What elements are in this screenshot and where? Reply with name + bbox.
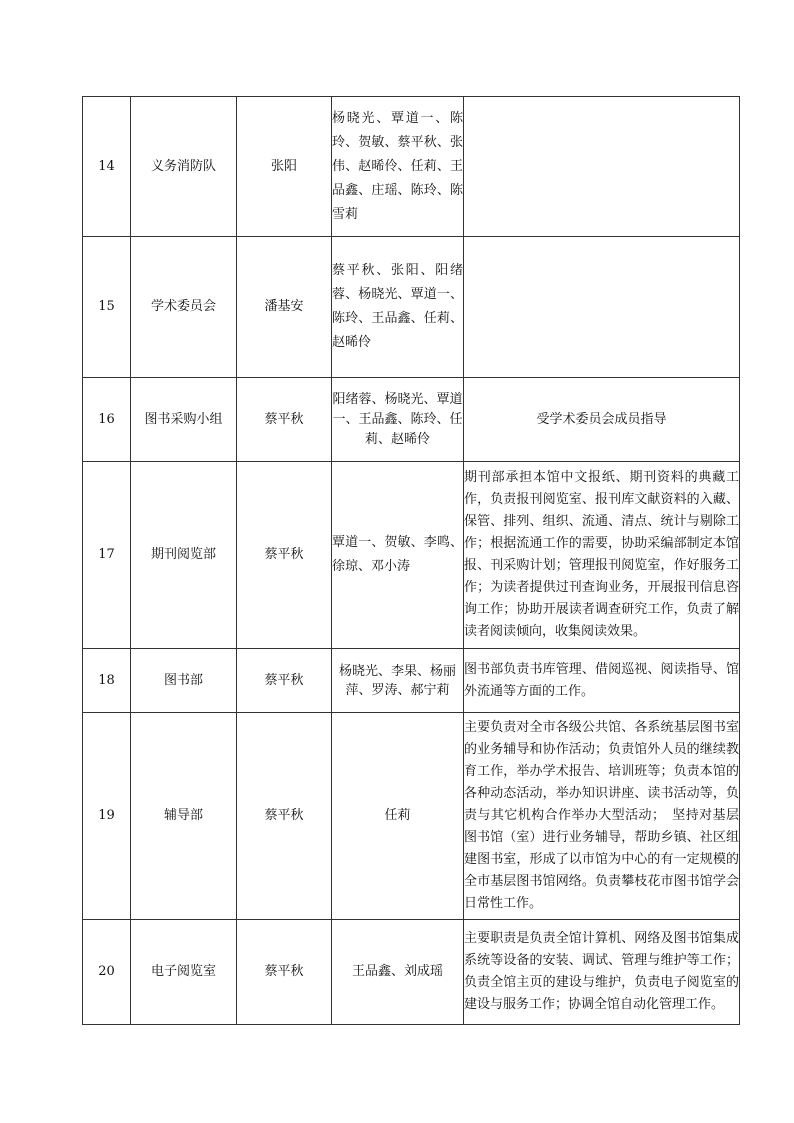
department-name: 义务消防队 (131, 97, 237, 237)
duty-description (464, 237, 740, 378)
duty-description: 图书部负责书库管理、借阅巡视、阅读指导、馆外流通等方面的工作。 (464, 649, 740, 713)
duty-description: 期刊部承担本馆中文报纸、期刊资料的典藏工作，负责报刊阅览室、报刊库文献资料的入藏、保管、排列、组织、流通、清点、统计与剔除工作；根据流通工作的需要，协助采编部制定本馆报、刊采购计划；管理报刊阅览室，作好服务工作；为读者提供过刊查询业务，开展报刊信息咨询工作；协助开展读者调查研究工作，负责了解读者阅读倾向，收集阅读效果。 (464, 462, 740, 649)
department-name: 图书采购小组 (131, 378, 237, 462)
table-row (83, 462, 740, 649)
table-row (83, 237, 740, 378)
department-name: 电子阅览室 (131, 920, 237, 1025)
leader-name: 蔡平秋 (237, 920, 332, 1025)
row-number: 20 (83, 920, 131, 1025)
member-list: 覃道一、贺敏、李鸣、徐琼、邓小涛 (332, 462, 464, 649)
department-name: 图书部 (131, 649, 237, 713)
table-row (83, 97, 740, 237)
row-number: 14 (83, 97, 131, 237)
duty-description (464, 97, 740, 237)
member-list: 蔡平秋、张阳、阳绪蓉、杨晓光、覃道一、陈玲、王品鑫、任莉、赵晞伶 (332, 237, 464, 378)
row-number: 15 (83, 237, 131, 378)
table-row (83, 920, 740, 1025)
department-name: 学术委员会 (131, 237, 237, 378)
staff-table (82, 96, 740, 1025)
row-number: 17 (83, 462, 131, 649)
department-name: 期刊阅览部 (131, 462, 237, 649)
member-list: 杨晓光、李果、杨丽萍、罗涛、郝宁莉 (332, 649, 464, 713)
duty-description: 主要职责是负责全馆计算机、网络及图书馆集成系统等设备的安装、调试、管理与维护等工作；负责全馆主页的建设与维护，负责电子阅览室的建设与服务工作；协调全馆自动化管理工作。 (464, 920, 740, 1025)
row-number: 16 (83, 378, 131, 462)
table-row (83, 378, 740, 462)
member-list: 阳绪蓉、杨晓光、覃道一、王品鑫、陈玲、任莉、赵晞伶 (332, 378, 464, 462)
duty-description: 主要负责对全市各级公共馆、各系统基层图书室的业务辅导和协作活动；负责馆外人员的继续教育工作，举办学术报告、培训班等；负责本馆的各种动态活动，举办知识讲座、读书活动等，负责与其它机构合作举办大型活动； 坚持对基层图书馆（室）进行业务辅导，帮助乡镇、社区组建图书室，形成了以市馆为中心的有一定规模的全市基层图书馆网络。负责攀枝花市图书馆学会日常性工作。 (464, 713, 740, 920)
leader-name: 潘基安 (237, 237, 332, 378)
department-name: 辅导部 (131, 713, 237, 920)
member-list: 任莉 (332, 713, 464, 920)
leader-name: 张阳 (237, 97, 332, 237)
duty-description: 受学术委员会成员指导 (464, 378, 740, 462)
leader-name: 蔡平秋 (237, 713, 332, 920)
table-row (83, 649, 740, 713)
member-list: 杨晓光、覃道一、陈玲、贺敏、蔡平秋、张伟、赵晞伶、任莉、王品鑫、庄瑶、陈玲、陈雪莉 (332, 97, 464, 237)
row-number: 18 (83, 649, 131, 713)
table-row (83, 713, 740, 920)
leader-name: 蔡平秋 (237, 462, 332, 649)
leader-name: 蔡平秋 (237, 649, 332, 713)
leader-name: 蔡平秋 (237, 378, 332, 462)
row-number: 19 (83, 713, 131, 920)
member-list: 王品鑫、刘成瑶 (332, 920, 464, 1025)
